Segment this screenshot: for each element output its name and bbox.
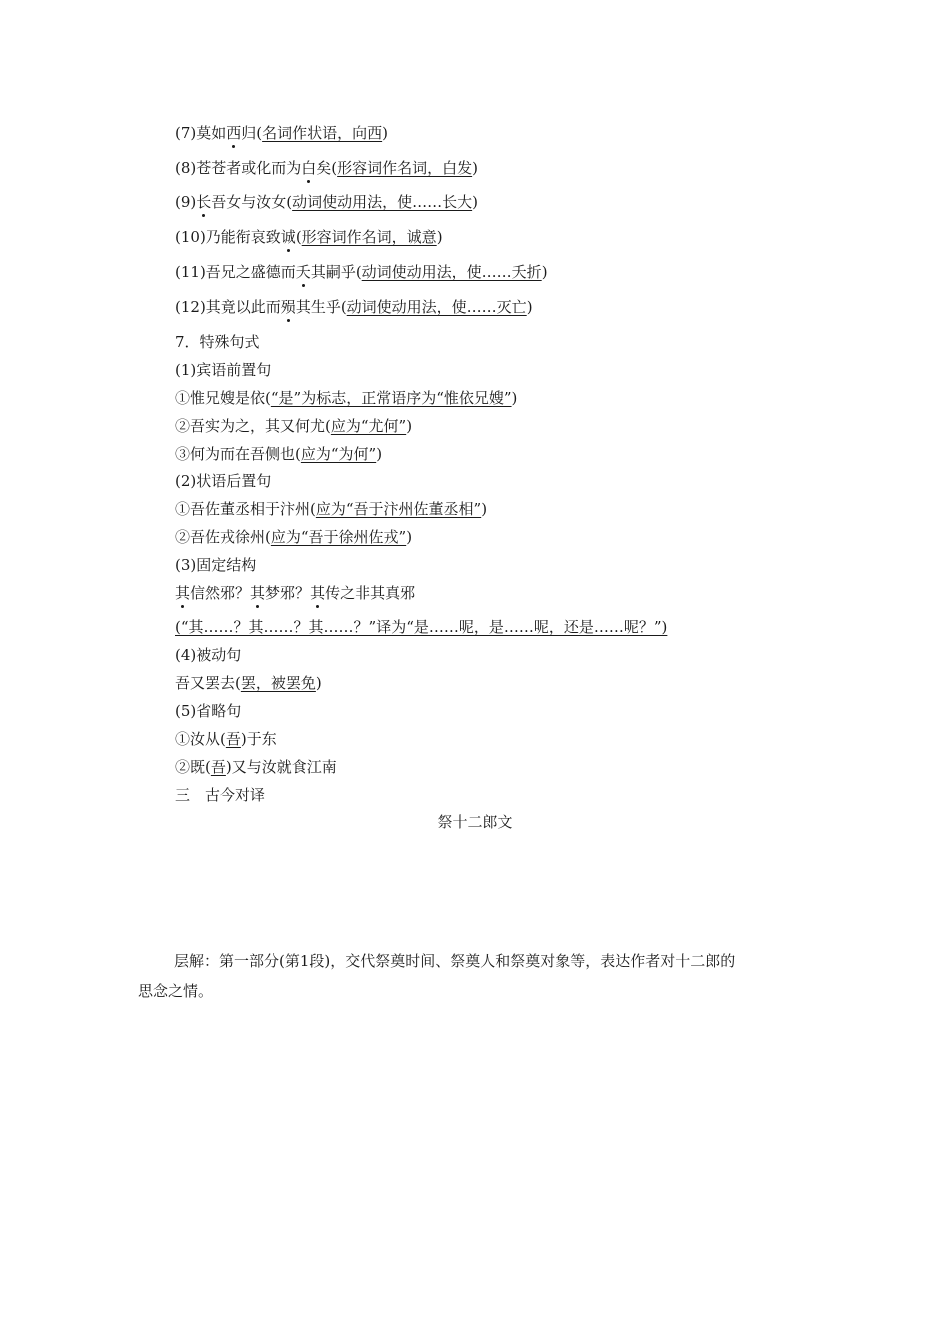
example-1-1: ①惟兄嫂是依(“是”为标志，正常语序为“惟依兄嫂”) xyxy=(175,389,518,407)
layer-analysis-paragraph xyxy=(138,946,818,1006)
subsection-5-heading: (5)省略句 xyxy=(175,702,242,720)
item-10: (10)乃能衔哀致诚(形容词作名词，诚意) xyxy=(175,228,443,246)
subsection-3-heading: (3)固定结构 xyxy=(175,556,257,574)
item-11: (11)吾兄之盛德而夭其嗣乎(动词使动用法，使……夭折) xyxy=(175,263,548,281)
example-4-1: 吾又罢去(罢，被罢免) xyxy=(175,674,322,692)
example-5-2: ②既(吾)又与汝就食江南 xyxy=(175,758,337,776)
example-3-note: (“其……？其……？其……？”译为“是……呢，是……呢，还是……呢？”) xyxy=(175,618,668,636)
section-7-heading: 7．特殊句式 xyxy=(175,333,260,351)
example-2-1: ①吾佐董丞相于汴州(应为“吾于汴州佐董丞相”) xyxy=(175,500,488,518)
item-9: (9)长吾女与汝女(动词使动用法，使……长大) xyxy=(175,193,478,211)
example-3-sentence: 其信然邪？其梦邪？其传之非其真邪 xyxy=(175,584,416,602)
subsection-1-heading: (1)宾语前置句 xyxy=(175,361,272,379)
subsection-2-heading: (2)状语后置句 xyxy=(175,472,272,490)
subsection-4-heading: (4)被动句 xyxy=(175,646,242,664)
paragraph-line-2: 思念之情。 xyxy=(138,982,214,1000)
example-1-3: ③何为而在吾侧也(应为“为何”) xyxy=(175,445,383,463)
item-7: (7)莫如西归(名词作状语，向西) xyxy=(175,124,388,142)
example-2-2: ②吾佐戎徐州(应为“吾于徐州佐戎”) xyxy=(175,528,413,546)
paragraph-line-1: 层解：第一部分(第1段)，交代祭奠时间、祭奠人和祭奠对象等，表达作者对十二郎的 xyxy=(174,952,736,970)
example-5-1: ①汝从(吾)于东 xyxy=(175,730,277,748)
example-1-2: ②吾实为之，其又何尤(应为“尤何”) xyxy=(175,417,413,435)
item-12: (12)其竟以此而殒其生乎(动词使动用法，使……灭亡) xyxy=(175,298,533,316)
text-title: 祭十二郎文 xyxy=(437,813,513,831)
section-3-heading: 三 古今对译 xyxy=(175,786,266,804)
item-8: (8)苍苍者或化而为白矣(形容词作名词，白发) xyxy=(175,159,478,177)
